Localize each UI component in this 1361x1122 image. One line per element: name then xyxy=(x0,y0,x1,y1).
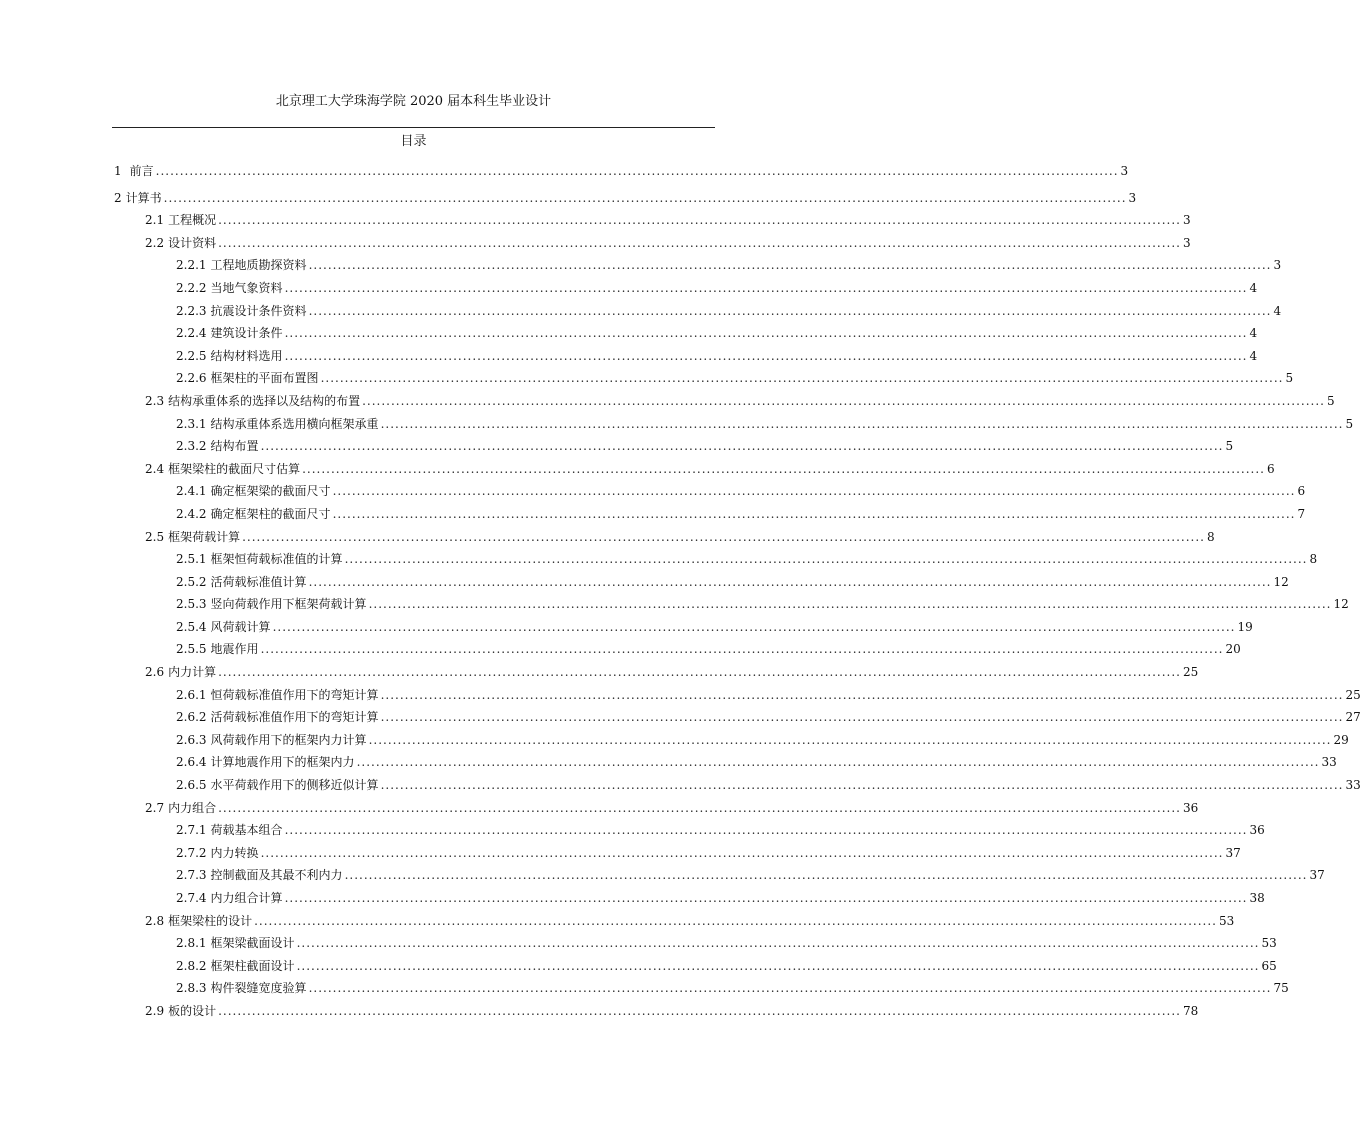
toc-leader-dots: ........................................................................................................................................................................................................ xyxy=(284,280,1248,295)
toc-entry-number: 2.7.4 xyxy=(176,891,207,905)
toc-page-number: 12 xyxy=(1333,597,1349,612)
toc-entry-label xyxy=(176,706,379,729)
toc-entry-number: 2.4.2 xyxy=(176,506,207,521)
toc-entry-number: 2.5.5 xyxy=(176,642,207,657)
toc-page-number: 3 xyxy=(1120,164,1129,178)
toc-entry-title: 竖向荷载作用下框架荷载计算 xyxy=(210,597,367,612)
toc-entry-label xyxy=(176,277,283,300)
toc-entry-number: 2.5.1 xyxy=(176,552,207,567)
toc-entry-number: 2.6.2 xyxy=(176,710,207,725)
toc-entry-number: 2.3.1 xyxy=(176,416,207,431)
toc-entry-title: 工程地质勘探资料 xyxy=(210,258,307,273)
toc-entry-number: 2.2 xyxy=(145,235,165,250)
toc-leader-dots: ........................................................................................................................................................................................................ xyxy=(308,303,1272,318)
toc-entry-label xyxy=(176,593,367,616)
toc-leader-dots: ........................................................................................................................................................................................................ xyxy=(356,755,1320,770)
toc-leader-dots: ........................................................................................................................................................................................................ xyxy=(332,484,1296,499)
toc-entry-label xyxy=(145,910,252,933)
toc-page-number: 4 xyxy=(1249,280,1258,295)
toc-entry-number: 2.2.6 xyxy=(176,371,207,386)
toc-entry-label xyxy=(176,774,379,797)
toc-entry-title: 工程概况 xyxy=(168,213,217,228)
toc-leader-dots: ........................................................................................................................................................................................................ xyxy=(260,642,1224,657)
toc-entry-title: 框架恒荷载标准值的计算 xyxy=(210,552,343,567)
toc-page-number: 12 xyxy=(1273,574,1289,589)
toc-entry-number: 2.5 xyxy=(145,529,165,544)
toc-entry xyxy=(114,435,1234,458)
toc-entry-label xyxy=(176,638,259,661)
toc-leader-dots: ........................................................................................................................................................................................................ xyxy=(302,461,1265,476)
toc-page-number: 37 xyxy=(1225,845,1241,860)
toc-leader-dots: ........................................................................................................................................................................................................ xyxy=(284,823,1248,838)
toc-leader-dots: ........................................................................................................................................................................................................ xyxy=(308,258,1272,273)
toc-entry-title: 框架梁柱的截面尺寸估算 xyxy=(168,461,301,476)
toc-entry-number: 2.4.1 xyxy=(176,484,207,499)
toc-leader-dots: ........................................................................................................................................................................................................ xyxy=(296,936,1260,951)
toc-entry-number: 2.8.2 xyxy=(176,958,207,973)
toc-page-number: 7 xyxy=(1297,506,1306,521)
toc-entry xyxy=(114,322,1258,345)
toc-entry-title: 结构承重体系选用横向框架承重 xyxy=(210,416,379,431)
toc-entry-label xyxy=(176,345,283,368)
toc-entry-label xyxy=(145,797,216,820)
toc-entry-title: 当地气象资料 xyxy=(210,280,283,295)
toc-leader-dots: ........................................................................................................................................................................................................ xyxy=(380,416,1344,431)
toc-leader-dots: ........................................................................................................................................................................................................ xyxy=(380,687,1344,702)
toc-entry-label xyxy=(176,729,367,752)
toc-entry-title: 框架柱的平面布置图 xyxy=(210,371,319,386)
toc-entry xyxy=(114,638,1241,661)
toc-entry xyxy=(114,413,1354,436)
toc-entry-number: 2.7 xyxy=(145,800,165,815)
toc-entry xyxy=(114,187,1137,210)
toc-entry-label xyxy=(176,616,271,639)
toc-leader-dots: ........................................................................................................................................................................................................ xyxy=(254,913,1217,928)
toc-entry-number: 2.9 xyxy=(145,1003,165,1018)
toc-page-number: 8 xyxy=(1309,552,1318,567)
toc-entry-number: 2.8.3 xyxy=(176,981,207,996)
toc-entry-label xyxy=(145,526,240,549)
toc-leader-dots: ........................................................................................................................................................................................................ xyxy=(260,439,1224,454)
toc-entry-title: 构件裂缝宽度验算 xyxy=(210,981,307,996)
toc-page-number: 25 xyxy=(1345,687,1361,702)
toc-leader-dots: ........................................................................................................................................................................................................ xyxy=(218,665,1181,680)
toc-entry-label xyxy=(176,300,307,323)
toc-page-number: 53 xyxy=(1219,913,1235,928)
toc-entry-title: 抗震设计条件资料 xyxy=(210,303,307,318)
toc-leader-dots: ........................................................................................................................................................................................................ xyxy=(163,190,1127,205)
toc-leader-dots: ........................................................................................................................................................................................................ xyxy=(218,235,1181,250)
toc-leader-dots: ........................................................................................................................................................................................................ xyxy=(344,552,1308,567)
toc-entry-title: 地震作用 xyxy=(210,642,259,657)
toc-entry-label xyxy=(176,322,283,345)
toc-page-number: 53 xyxy=(1261,936,1277,951)
toc-page-number: 37 xyxy=(1309,868,1325,883)
toc-entry-label xyxy=(176,977,307,1000)
toc-entry-title: 风荷载作用下的框架内力计算 xyxy=(210,732,367,747)
toc-entry xyxy=(114,661,1199,684)
toc-entry-number: 2.2.3 xyxy=(176,303,207,318)
toc-leader-dots: ........................................................................................................................................................................................................ xyxy=(296,958,1260,973)
toc-entry-label xyxy=(114,187,162,210)
toc-entry xyxy=(114,480,1306,503)
toc-entry-label xyxy=(145,390,360,413)
toc-entry-label xyxy=(176,413,379,436)
toc-entry xyxy=(114,390,1335,413)
toc-entry-label xyxy=(145,458,300,481)
toc-leader-dots: ........................................................................................................................................................................................................ xyxy=(242,529,1205,544)
toc-entry xyxy=(114,684,1361,707)
toc-entry xyxy=(114,571,1289,594)
toc-entry-title: 控制截面及其最不利内力 xyxy=(210,868,343,883)
toc-entry-label xyxy=(145,1000,216,1023)
toc-entry-title: 恒荷载标准值作用下的弯矩计算 xyxy=(210,687,379,702)
toc-entry xyxy=(114,209,1191,232)
toc-page-number: 36 xyxy=(1183,800,1199,815)
toc-entry-title: 内力计算 xyxy=(168,665,217,680)
toc-entry xyxy=(114,864,1325,887)
toc-entry-label xyxy=(176,548,343,571)
toc-leader-dots: ........................................................................................................................................................................................................ xyxy=(284,891,1248,905)
toc-entry-label xyxy=(114,160,154,183)
toc-page-number: 38 xyxy=(1249,891,1265,905)
toc-entry xyxy=(114,254,1282,277)
toc-page-number: 27 xyxy=(1345,710,1361,725)
toc-entry-number: 2.6 xyxy=(145,665,165,680)
toc-entry-label xyxy=(176,819,283,842)
toc-page-number: 5 xyxy=(1327,393,1335,408)
toc-title: 目录 xyxy=(400,134,427,149)
toc-leader-dots: ........................................................................................................................................................................................................ xyxy=(380,778,1344,793)
toc-entry xyxy=(114,706,1361,729)
toc-entry-number: 2.2.1 xyxy=(176,258,207,273)
toc-entry-title: 活荷载标准值作用下的弯矩计算 xyxy=(210,710,379,725)
toc-page-number: 3 xyxy=(1128,190,1137,205)
toc-entry xyxy=(114,616,1253,639)
toc-entry xyxy=(114,955,1277,978)
toc-entry-label xyxy=(176,254,307,277)
toc-page-number: 6 xyxy=(1267,461,1275,476)
toc-entry-title: 结构布置 xyxy=(210,439,259,454)
toc-entry-number: 2.7.2 xyxy=(176,845,207,860)
toc-entry-label xyxy=(176,955,295,978)
toc-entry-number: 2.3.2 xyxy=(176,439,207,454)
toc-entry-number: 2.2.5 xyxy=(176,348,207,363)
toc-page-number: 25 xyxy=(1183,665,1199,680)
toc-entry-label xyxy=(176,571,307,594)
toc-entry-title: 风荷载计算 xyxy=(210,619,271,634)
toc-entry xyxy=(114,277,1258,300)
toc-entry-number: 2.7.1 xyxy=(176,823,207,838)
toc-entry-title: 建筑设计条件 xyxy=(210,326,283,341)
toc-page-number: 3 xyxy=(1273,258,1282,273)
toc-entry-title: 计算书 xyxy=(125,190,162,205)
toc-entry-label xyxy=(145,232,216,255)
toc-entry xyxy=(114,300,1282,323)
toc-entry-title: 内力组合 xyxy=(168,800,217,815)
toc-entry-title: 内力组合计算 xyxy=(210,891,283,905)
toc-entry xyxy=(114,345,1258,368)
toc-entry-number: 2.6.1 xyxy=(176,687,207,702)
toc-entry-title: 内力转换 xyxy=(210,845,259,860)
toc-entry-number: 2.5.2 xyxy=(176,574,207,589)
toc-entry-title: 活荷载标准值计算 xyxy=(210,574,307,589)
toc-entry xyxy=(114,729,1349,752)
toc-entry xyxy=(114,367,1294,390)
toc-page-number: 3 xyxy=(1183,213,1191,228)
toc-entry xyxy=(114,458,1275,481)
toc-entry xyxy=(114,977,1289,1000)
toc-page-number: 75 xyxy=(1273,981,1289,996)
toc-leader-dots: ........................................................................................................................................................................................................ xyxy=(218,800,1181,815)
toc-entry-label xyxy=(145,661,216,684)
toc-entry xyxy=(114,503,1306,526)
toc-entry-number: 2.8.1 xyxy=(176,936,207,951)
toc-entry xyxy=(114,819,1265,842)
toc-entry-number: 2.7.3 xyxy=(176,868,207,883)
toc-entry-title: 框架梁截面设计 xyxy=(210,936,295,951)
toc-page-number: 20 xyxy=(1225,642,1241,657)
toc-entry xyxy=(114,774,1361,797)
toc-entry-title: 结构材料选用 xyxy=(210,348,283,363)
toc-page-number: 33 xyxy=(1321,755,1337,770)
toc-entry xyxy=(114,160,1129,183)
toc-page-number: 4 xyxy=(1249,348,1258,363)
toc-entry xyxy=(114,932,1277,955)
toc-page-number: 4 xyxy=(1273,303,1282,318)
toc-entry-label xyxy=(145,209,216,232)
toc-entry-title: 框架柱截面设计 xyxy=(210,958,295,973)
toc-entry-label xyxy=(176,887,283,910)
toc-entry-number: 2.8 xyxy=(145,913,165,928)
toc-entry-label xyxy=(176,503,331,526)
toc-leader-dots: ........................................................................................................................................................................................................ xyxy=(308,574,1272,589)
toc-page-number: 65 xyxy=(1261,958,1277,973)
toc-entry-label xyxy=(176,751,355,774)
toc-entry xyxy=(114,232,1191,255)
toc-entry-title: 结构承重体系的选择以及结构的布置 xyxy=(168,393,361,408)
toc-entry-number: 2.6.3 xyxy=(176,732,207,747)
toc-leader-dots: ........................................................................................................................................................................................................ xyxy=(218,213,1181,228)
toc-entry xyxy=(114,593,1349,616)
toc-entry-number: 2.5.4 xyxy=(176,619,207,634)
toc-entry-label xyxy=(176,367,319,390)
toc-entry-title: 框架梁柱的设计 xyxy=(168,913,253,928)
toc-page-number: 3 xyxy=(1183,235,1191,250)
toc-leader-dots: ........................................................................................................................................................................................................ xyxy=(284,326,1248,341)
toc-entry-number: 2.6.4 xyxy=(176,755,207,770)
toc-page-number: 36 xyxy=(1249,823,1265,838)
toc-page-number: 5 xyxy=(1225,439,1234,454)
toc-entry-label xyxy=(176,842,259,865)
toc-entry xyxy=(114,797,1199,820)
toc-entry-number: 2.4 xyxy=(145,461,165,476)
toc-leader-dots: ........................................................................................................................................................................................................ xyxy=(308,981,1272,996)
toc-entry-title: 板的设计 xyxy=(168,1003,217,1018)
header-rule xyxy=(112,127,715,128)
toc-entry-title: 水平荷载作用下的侧移近似计算 xyxy=(210,778,379,793)
toc-page-number: 8 xyxy=(1207,529,1215,544)
toc-leader-dots: ........................................................................................................................................................................................................ xyxy=(218,1003,1181,1018)
toc-entry-number: 2.2.2 xyxy=(176,280,207,295)
toc-entry-number: 2.5.3 xyxy=(176,597,207,612)
toc-entry-number: 2.6.5 xyxy=(176,778,207,793)
toc-page-number: 5 xyxy=(1345,416,1354,431)
toc-entry xyxy=(114,887,1265,910)
toc-page-number: 4 xyxy=(1249,326,1258,341)
toc-leader-dots: ........................................................................................................................................................................................................ xyxy=(362,393,1325,408)
toc-entry xyxy=(114,842,1241,865)
toc-page-number: 19 xyxy=(1237,619,1253,634)
toc-entry xyxy=(114,526,1215,549)
toc-list xyxy=(114,160,1361,1023)
toc-leader-dots: ........................................................................................................................................................................................................ xyxy=(332,506,1296,521)
toc-entry-label xyxy=(176,480,331,503)
toc-entry-label xyxy=(176,864,343,887)
toc-leader-dots: ........................................................................................................................................................................................................ xyxy=(284,348,1248,363)
toc-entry-title: 确定框架柱的截面尺寸 xyxy=(210,506,331,521)
toc-entry-title: 确定框架梁的截面尺寸 xyxy=(210,484,331,499)
toc-entry-number: 2.1 xyxy=(145,213,165,228)
toc-entry-number: 1 xyxy=(114,164,122,178)
toc-leader-dots: ........................................................................................................................................................................................................ xyxy=(272,619,1236,634)
toc-entry-label xyxy=(176,932,295,955)
toc-entry-title: 设计资料 xyxy=(168,235,217,250)
toc-leader-dots: ........................................................................................................................................................................................................ xyxy=(344,868,1308,883)
toc-leader-dots: ........................................................................................................................................................................................................ xyxy=(155,164,1119,178)
toc-page-number: 5 xyxy=(1285,371,1294,386)
toc-page-number: 78 xyxy=(1183,1003,1199,1018)
toc-page-number: 33 xyxy=(1345,778,1361,793)
toc-entry xyxy=(114,1000,1199,1023)
toc-entry-title: 荷载基本组合 xyxy=(210,823,283,838)
toc-entry-number: 2.2.4 xyxy=(176,326,207,341)
toc-entry-title: 前言 xyxy=(129,164,154,178)
toc-page-number: 6 xyxy=(1297,484,1306,499)
toc-entry-number: 2.3 xyxy=(145,393,165,408)
toc-entry xyxy=(114,751,1337,774)
toc-leader-dots: ........................................................................................................................................................................................................ xyxy=(320,371,1284,386)
toc-leader-dots: ........................................................................................................................................................................................................ xyxy=(380,710,1344,725)
toc-entry xyxy=(114,548,1318,571)
page-header: 北京理工大学珠海学院 2020 届本科生毕业设计 xyxy=(275,94,552,109)
toc-entry xyxy=(114,910,1235,933)
toc-entry-label xyxy=(176,684,379,707)
toc-leader-dots: ........................................................................................................................................................................................................ xyxy=(260,845,1224,860)
toc-entry-label xyxy=(176,435,259,458)
toc-entry-number: 2 xyxy=(114,190,122,205)
toc-leader-dots: ........................................................................................................................................................................................................ xyxy=(368,597,1332,612)
toc-leader-dots: ........................................................................................................................................................................................................ xyxy=(368,732,1332,747)
toc-entry-title: 框架荷载计算 xyxy=(168,529,241,544)
toc-entry-title: 计算地震作用下的框架内力 xyxy=(210,755,355,770)
toc-page-number: 29 xyxy=(1333,732,1349,747)
